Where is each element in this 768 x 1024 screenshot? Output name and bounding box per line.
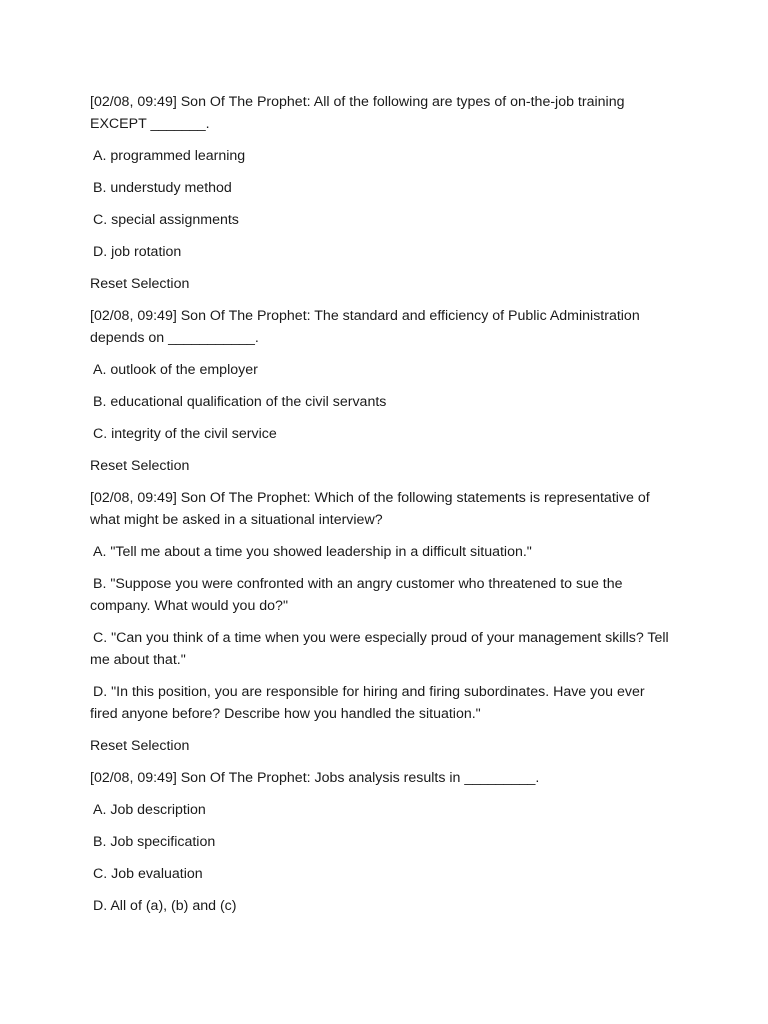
option-d[interactable] [90,681,670,725]
question-block-3 [90,487,670,757]
question-text: [02/08, 09:49] Son Of The Prophet: Which of the following statements is representative of what might be asked in a situational interview? [90,490,650,528]
option-b[interactable]: B. Job specification [93,834,216,850]
reset-selection-button[interactable]: Reset Selection [90,738,190,754]
option-d-label: D. "In this position, you are responsible for hiring and firing subordinates. Have you ever fired anyone before? Describe how you handled the situation." [90,684,645,722]
option-b-label: B. "Suppose you were confronted with an angry customer who threatened to sue the company. What would you do?" [90,576,623,614]
option-a[interactable]: A. programmed learning [93,148,246,164]
reset-selection-button[interactable]: Reset Selection [90,276,190,292]
option-b[interactable]: B. educational qualification of the civil servants [93,394,387,410]
option-d[interactable]: D. All of (a), (b) and (c) [93,898,237,914]
question-block-4 [90,767,670,917]
option-c[interactable]: C. integrity of the civil service [93,426,277,442]
question-text: [02/08, 09:49] Son Of The Prophet: The standard and efficiency of Public Administration depends on ___________. [90,308,640,346]
option-a[interactable]: A. outlook of the employer [93,362,258,378]
question-block-2 [90,305,670,477]
option-b[interactable] [90,573,670,617]
option-a[interactable]: A. "Tell me about a time you showed leadership in a difficult situation." [93,544,532,560]
option-c[interactable]: C. Job evaluation [93,866,203,882]
option-c[interactable] [90,627,670,671]
option-d[interactable]: D. job rotation [93,244,182,260]
option-c[interactable]: C. special assignments [93,212,239,228]
question-block-1 [90,91,670,295]
question-text: [02/08, 09:49] Son Of The Prophet: Jobs analysis results in _________. [90,770,540,786]
option-a[interactable]: A. Job description [93,802,206,818]
reset-selection-button[interactable]: Reset Selection [90,458,190,474]
option-b[interactable]: B. understudy method [93,180,232,196]
option-c-label: C. "Can you think of a time when you were especially proud of your management skills? Tell me about that." [90,630,669,668]
document-page [90,91,670,927]
question-text: [02/08, 09:49] Son Of The Prophet: All of the following are types of on-the-job training EXCEPT _______. [90,94,625,132]
